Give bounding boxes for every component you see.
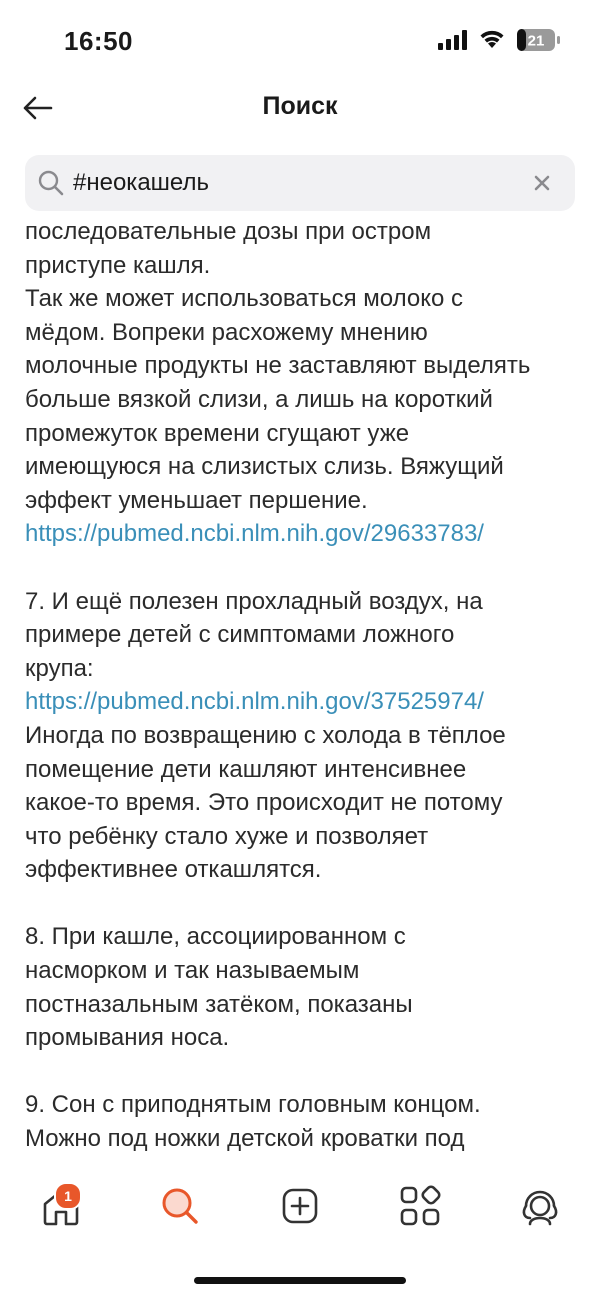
header bbox=[0, 78, 600, 138]
article-line: больше вязкой слизи, а лишь на короткий bbox=[25, 385, 493, 413]
post-content bbox=[0, 211, 600, 1161]
article-line: примере детей с симптомами ложного bbox=[25, 621, 455, 649]
status-bar bbox=[0, 0, 600, 80]
article-line: эффективнее откашлятся. bbox=[25, 856, 322, 884]
cellular-signal-icon bbox=[438, 30, 468, 50]
article-line: насморком и так называемым bbox=[25, 957, 360, 985]
paragraph-spacer bbox=[25, 887, 595, 921]
battery-level: 21 bbox=[527, 32, 545, 50]
add-post-icon[interactable] bbox=[276, 1182, 324, 1230]
article-line: мёдом. Вопреки расхожему мнению bbox=[25, 318, 428, 346]
article-line: что ребёнку стало хуже и позволяет bbox=[25, 822, 429, 850]
bottom-tab-bar bbox=[0, 1170, 600, 1250]
wifi-icon bbox=[478, 27, 506, 49]
article-line: 7. И ещё полезен прохладный воздух, на bbox=[25, 587, 483, 615]
notification-badge: 1 bbox=[54, 1182, 82, 1210]
article-line: какое-то время. Это происходит не потому bbox=[25, 789, 503, 817]
article-line: постназальным затёком, показаны bbox=[25, 990, 413, 1018]
article-line: Так же может использоваться молоко с bbox=[25, 285, 464, 313]
paragraph-spacer bbox=[25, 1055, 595, 1089]
services-grid-icon[interactable] bbox=[396, 1182, 444, 1230]
search-bar[interactable] bbox=[25, 155, 575, 211]
article-line: крупа: bbox=[25, 654, 94, 682]
article-line: 9. Сон с приподнятым головным концом. bbox=[25, 1091, 481, 1119]
article-line: помещение дети кашляют интенсивнее bbox=[25, 755, 467, 783]
article-link[interactable]: https://pubmed.ncbi.nlm.nih.gov/37525974/ bbox=[25, 688, 484, 716]
page-title: Поиск bbox=[262, 92, 338, 120]
article-line: эффект уменьшает першение. bbox=[25, 486, 368, 514]
article-line: Можно под ножки детской кроватки под bbox=[25, 1125, 465, 1153]
post-text bbox=[25, 215, 595, 1156]
article-line: последовательные дозы при остром bbox=[25, 218, 432, 245]
search-tab-icon[interactable] bbox=[156, 1182, 204, 1230]
battery-icon bbox=[516, 28, 562, 52]
article-line: Иногда по возвращению с холода в тёплое bbox=[25, 721, 506, 749]
article-link[interactable]: https://pubmed.ncbi.nlm.nih.gov/29633783/ bbox=[25, 520, 484, 548]
article-line: приступе кашля. bbox=[25, 251, 211, 279]
article-line: промежуток времени сгущают уже bbox=[25, 419, 410, 447]
article-line: промывания носа. bbox=[25, 1024, 230, 1052]
article-line: молочные продукты не заставляют выделять bbox=[25, 352, 531, 380]
home-indicator bbox=[194, 1277, 406, 1284]
search-icon bbox=[37, 169, 65, 197]
status-time: 16:50 bbox=[64, 26, 133, 56]
profile-icon[interactable] bbox=[516, 1182, 564, 1230]
clear-search-icon[interactable] bbox=[531, 172, 553, 194]
search-input[interactable] bbox=[73, 165, 503, 201]
paragraph-spacer bbox=[25, 551, 595, 585]
article-line: 8. При кашле, ассоциированном с bbox=[25, 923, 406, 951]
article-line: имеющуюся на слизистых слизь. Вяжущий bbox=[25, 453, 504, 481]
